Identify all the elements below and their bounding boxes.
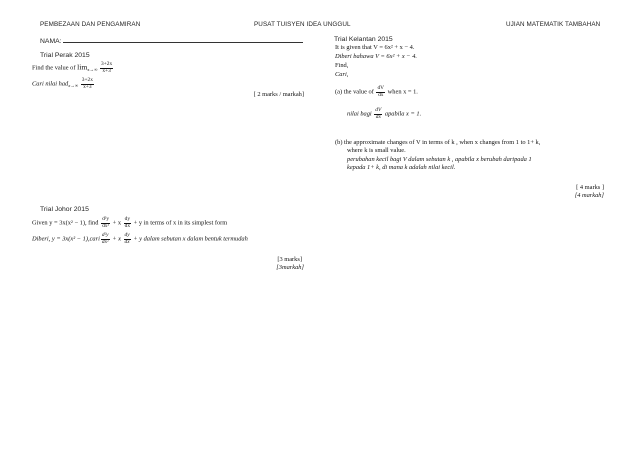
johor-question-en: Given y = 3x(x² − 1), find $\frac{\text{d²y}}{\text{dx²}}$ + x $\frac{dy}{dx}$ + y in terms of x in its simplest form [32, 216, 228, 229]
kelantan-marks-ms: [4 markah] [574, 192, 604, 199]
kelantan-find-ms: Cari, [335, 71, 349, 78]
perak-question-ms: Cari nilai had$_{x\to\infty}$ $\frac{3+2x}{x+3}$ [32, 77, 93, 90]
kelantan-marks-en: [ 4 marks ] [576, 184, 604, 191]
kelantan-given-ms: Diberi bahawa V = 6x² + x − 4. [335, 53, 418, 60]
kelantan-part-b-ms1: perubahan kecil bagi V dalam sebutan k , apabila x berubah daripada 1 [347, 156, 532, 163]
johor-question-ms: Diberi, y = 3x(x² − 1),cari $\frac{\text{d²y}}{\text{dx²}}$ + x $\frac{dy}{dx}$ + y dalam sebutan x dalam bentuk termudah [32, 232, 248, 245]
header-right: UJIAN MATEMATIK TAMBAHAN [506, 21, 601, 28]
kelantan-part-b-en1: (b) the approximate changes of V in terms of k , when x changes from 1 to 1+ k, [335, 139, 541, 146]
kelantan-title: Trial Kelantan 2015 [334, 36, 393, 43]
name-label: NAMA: [40, 38, 62, 45]
perak-marks: [ 2 marks / markah] [253, 91, 304, 98]
kelantan-part-a-en: (a) the value of $\frac{dV}{dx}$ when x = 1. [335, 85, 418, 98]
header-center: PUSAT TUISYEN IDEA UNGGUL [254, 21, 351, 28]
johor-marks-ms: [3markah] [276, 264, 304, 271]
kelantan-part-b-ms2: kepada 1+ k, di mana k adalah nilai kecil. [347, 164, 456, 171]
perak-title: Trial Perak 2015 [40, 52, 90, 59]
kelantan-part-b-en2: where k is small value. [347, 147, 406, 154]
kelantan-given-en: It is given that V = 6x² + x − 4. [335, 44, 415, 51]
name-underline [63, 36, 303, 43]
kelantan-part-a-ms: nilai bagi $\frac{dV}{dx}$ apabila x = 1. [347, 107, 422, 120]
perak-fraction-ms: $\frac{3+2x}{x+3}$ [81, 77, 93, 90]
header-left: PEMBEZAAN DAN PENGAMIRAN [40, 21, 141, 28]
johor-title: Trial Johor 2015 [40, 206, 89, 213]
perak-question-en: Find the value of $\lim_{x\to\infty}$ $\frac{3+2x}{x+3}$ [32, 61, 113, 74]
name-field [40, 36, 303, 45]
perak-lim: lim [77, 62, 88, 72]
johor-marks-en: [3 marks] [277, 256, 302, 263]
perak-fraction: $\frac{3+2x}{x+3}$ [101, 61, 113, 74]
kelantan-find-en: Find, [335, 62, 349, 69]
